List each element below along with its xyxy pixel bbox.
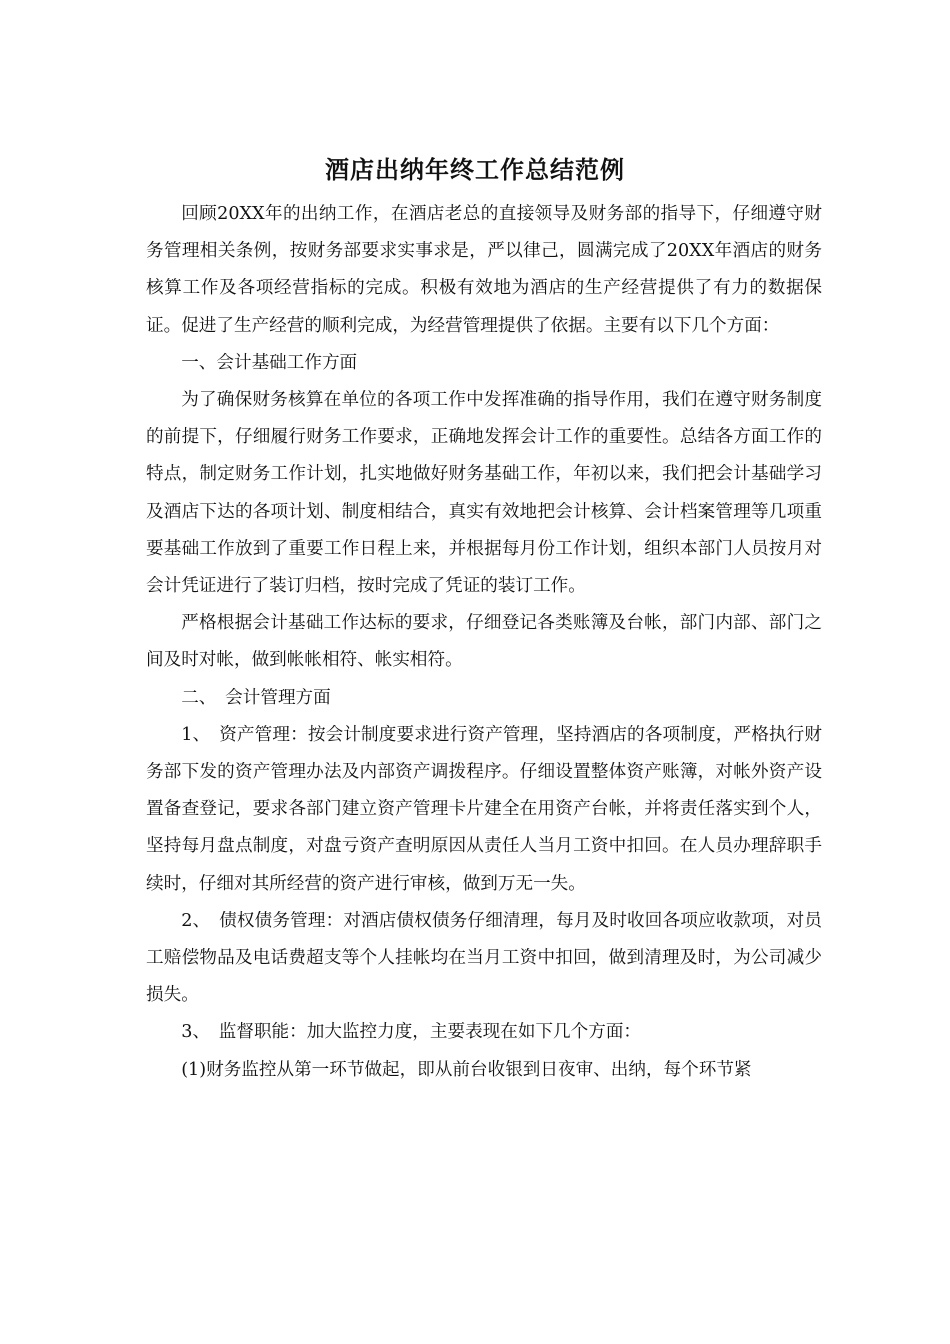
paragraph-ledger-reconciliation: 严格根据会计基础工作达标的要求，仔细登记各类账簿及台帐，部门内部、部门之间及时对帐，做到帐帐相符、帐实相符。: [146, 613, 822, 671]
paragraph-asset-management: 1、 资产管理：按会计制度要求进行资产管理，坚持酒店的各项制度，严格执行财务部下发的资产管理办法及内部资产调拨程序。仔细设置整体资产账簿，对帐外资产设置备查登记，要求各部门建立资产管理卡片建全在用资产台帐，并将责任落实到个人，坚持每月盘点制度，对盘亏资产查明原因从责任人当月工资中扣回。在人员办理辞职手续时，仔细对其所经营的资产进行审核，做到万无一失。: [146, 724, 822, 894]
document-body: [146, 196, 822, 1089]
paragraph-intro: 回顾20XX年的出纳工作，在酒店老总的直接领导及财务部的指导下，仔细遵守财务管理相关条例，按财务部要求实事求是，严以律己，圆满完成了20XX年酒店的财务核算工作及各项经营指标的完成。积极有效地为酒店的生产经营提供了有力的数据保证。促进了生产经营的顺利完成，为经营管理提供了依据。主要有以下几个方面：: [146, 204, 822, 336]
paragraph-debt-management: 2、 债权债务管理：对酒店债权债务仔细清理，每月及时收回各项应收款项，对员工赔偿物品及电话费超支等个人挂帐均在当月工资中扣回，做到清理及时，为公司减少损失。: [146, 910, 822, 1006]
section-heading-accounting-management: 二、 会计管理方面: [181, 687, 331, 708]
paragraph-financial-monitoring: (1)财务监控从第一环节做起，即从前台收银到日夜审、出纳，每个环节紧: [181, 1059, 752, 1080]
document-title: 酒店出纳年终工作总结范例: [325, 155, 625, 184]
paragraph-accounting-basics: 为了确保财务核算在单位的各项工作中发挥准确的指导作用，我们在遵守财务制度的前提下，仔细履行财务工作要求，正确地发挥会计工作的重要性。总结各方面工作的特点，制定财务工作计划，扎实地做好财务基础工作，年初以来，我们把会计基础学习及酒店下达的各项计划、制度相结合，真实有效地把会计核算、会计档案管理等几项重要基础工作放到了重要工作日程上来，并根据每月份工作计划，组织本部门人员按月对会计凭证进行了装订归档，按时完成了凭证的装订工作。: [146, 390, 822, 597]
section-heading-accounting-basics: 一、会计基础工作方面: [181, 352, 358, 373]
paragraph-supervision: 3、 监督职能：加大监控力度，主要表现在如下几个方面：: [181, 1022, 642, 1043]
